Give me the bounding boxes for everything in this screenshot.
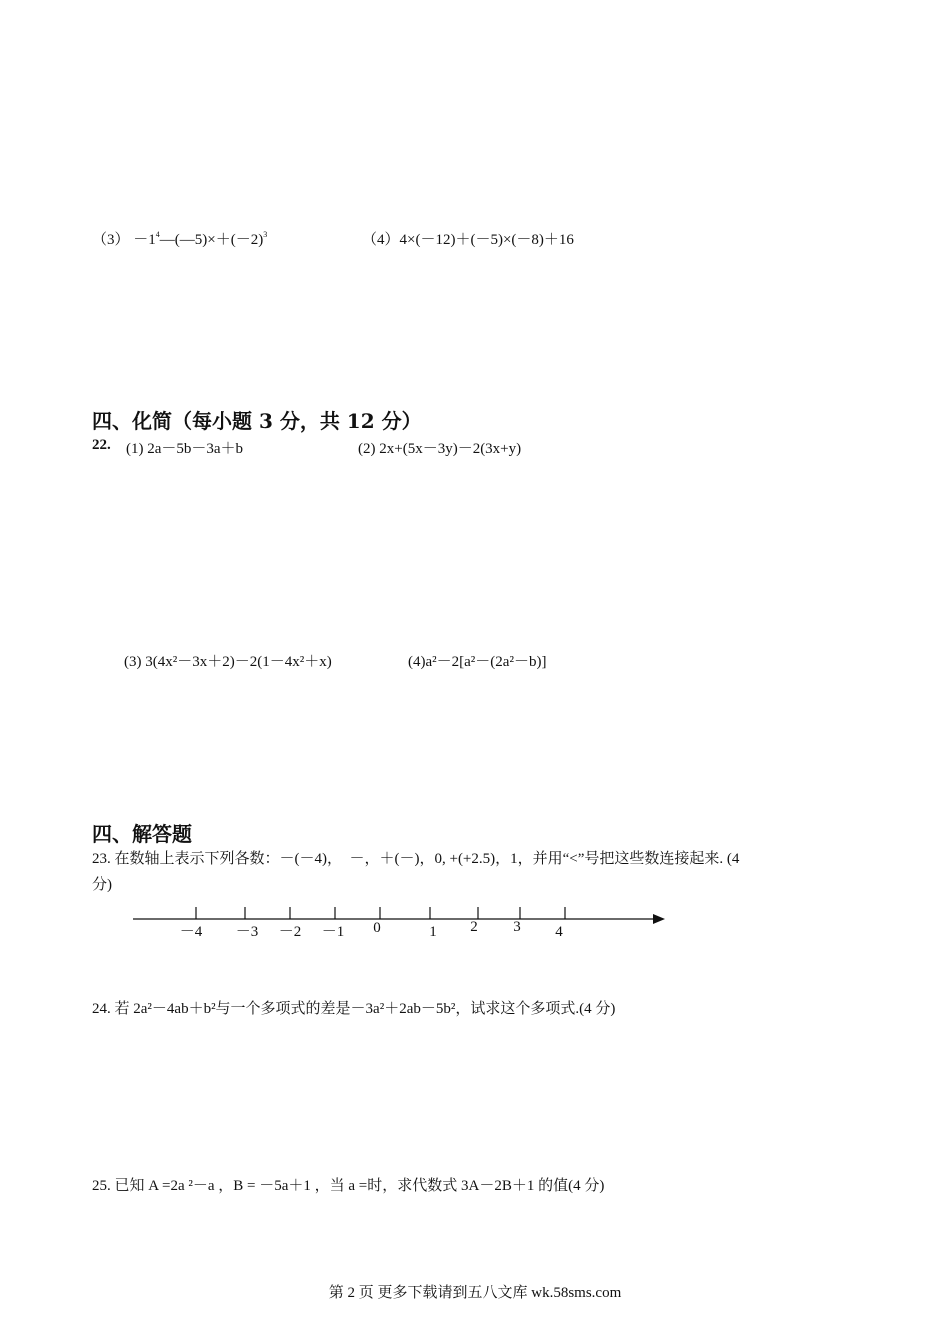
tick-label-4: 4 — [555, 924, 563, 940]
number-line-axis — [130, 900, 675, 930]
question-22-part-1: (1) 2a－5b－3a＋b — [126, 441, 244, 457]
question-22-part-3: (3) 3(4x²－3x＋2)－2(1－4x²＋x) — [124, 654, 332, 670]
tick-label-neg1: －1 — [321, 924, 345, 940]
question-3-calc — [92, 228, 267, 249]
question-22-part-2: (2) 2x+(5x－3y)－2(3x+y) — [358, 441, 522, 457]
tick-label-neg4: －4 — [179, 924, 203, 940]
tick-label-3: 3 — [513, 919, 521, 935]
question-23-line-2: 分) — [92, 877, 112, 893]
number-line — [130, 900, 675, 950]
tick-label-1: 1 — [429, 924, 437, 940]
question-25: 25. 已知 A =2a ²－a ，B = －5a＋1 ，当 a =时，求代数式 3A－2B＋1 的值(4 分) — [92, 1178, 605, 1194]
section-simplify-heading: 四、化简（每小题 3 分，共 12 分） — [92, 409, 422, 433]
q3-prefix: （3） －1 — [92, 232, 156, 248]
tick-label-neg2: －2 — [278, 924, 302, 940]
tick-label-neg3: －3 — [235, 924, 259, 940]
q3-exponent-2: 3 — [263, 230, 268, 239]
page-footer: 第 2 页 更多下载请到五八文库 wk.58sms.com — [328, 1285, 622, 1301]
q3-exponent-1: 4 — [155, 230, 160, 239]
section-solve-heading: 四、解答题 — [92, 822, 192, 846]
question-22-number: 22. — [92, 437, 111, 453]
tick-label-2: 2 — [470, 919, 478, 935]
tick-label-0: 0 — [373, 920, 381, 936]
question-4-calc: （4）4×(－12)＋(－5)×(－8)＋16 — [362, 232, 574, 248]
q3-rest: —(—5)×＋(－2) — [159, 232, 264, 248]
question-23-line-1: 23. 在数轴上表示下列各数：－(－4)， －，＋(－)，0, +(+2.5)，1，并用“<”号把这些数连接起来. (4 — [92, 851, 740, 867]
question-24: 24. 若 2a²－4ab＋b²与一个多项式的差是－3a²＋2ab－5b²，试求这个多项式.(4 分) — [92, 1001, 616, 1017]
question-22-part-4: (4)a²－2[a²－(2a²－b)] — [408, 654, 547, 670]
